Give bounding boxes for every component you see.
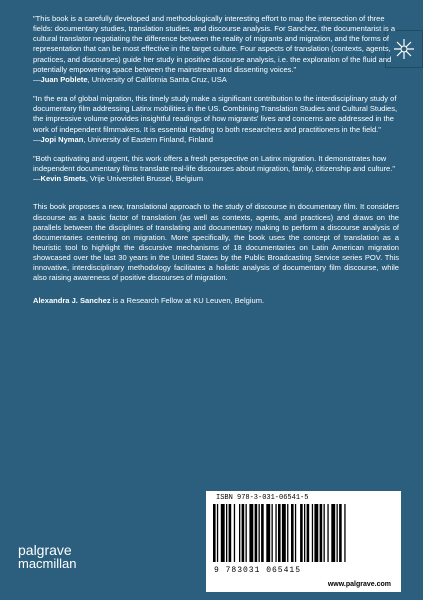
barcode-bar — [282, 504, 286, 562]
barcode-bar — [249, 504, 253, 562]
quote-dash: — — [33, 74, 41, 84]
barcode-bar — [272, 504, 273, 562]
barcode-bar — [312, 504, 313, 562]
quote-author-name: Jopi Nyman — [40, 134, 84, 144]
barcode-bar — [255, 504, 258, 562]
barcode-panel — [206, 491, 401, 592]
barcode-icon — [213, 504, 391, 562]
quote-author-affiliation: , Vrije Universiteit Brussel, Belgium — [85, 174, 204, 184]
publisher-line2: macmillan — [18, 556, 77, 571]
quote-text: "This book is a carefully developed and methodologically interesting effort to map the intersection of three fields: documentary studies, translation studies, and discourse analysis. For Sanchez, the documentarist is a cultural translator negotiating the difference between the reality of migrants and migration, and the forms of representation that can be most effective in the target culture. Four aspects of translation (contexts, agents, practices, and discourses) guide her study in positive discourse analysis, i.e. the exploration of the fluid and potentially empowering space between the mainstream and dissenting voices." — [33, 14, 396, 74]
barcode-bar — [239, 504, 240, 562]
author-bio — [33, 296, 399, 306]
barcode-bar — [266, 504, 270, 562]
barcode-bar — [307, 504, 310, 562]
barcode-bar — [339, 504, 342, 562]
barcode-bar — [259, 504, 260, 562]
barcode-bar — [304, 504, 305, 562]
barcode-bar — [221, 504, 225, 562]
barcode-bar — [261, 504, 264, 562]
quote-author-affiliation: , University of California Santa Cruz, USA — [87, 74, 227, 84]
barcode-bar — [242, 504, 245, 562]
back-cover-text — [33, 14, 399, 306]
barcode-bar — [226, 504, 227, 562]
barcode-bar — [213, 504, 216, 562]
barcode-bar — [275, 504, 276, 562]
endorsement-quote — [33, 94, 399, 145]
barcode-bar — [324, 504, 325, 562]
barcode-digits: 9 783031 065415 — [214, 566, 302, 575]
barcode-bar — [300, 504, 303, 562]
barcode-bar — [278, 504, 281, 562]
barcode-bar — [314, 504, 318, 562]
quote-author-name: Kevin Smets — [40, 174, 86, 184]
quote-author-affiliation: , University of Eastern Finland, Finland — [83, 134, 213, 144]
quote-text: "In the era of global migration, this timely study make a significant contribution to the interdisciplinary study of documentary film addressing Latinx mobilities in the US. Combining Translation Studies and Cultural Studies, the impressive volume provides insightful readings of how migrants' lives and concerns are addressed in the work of independent filmmakers. It is essential reading to both researchers and practitioners in the field." — [33, 94, 398, 134]
quote-author-name: Juan Poblete — [40, 74, 88, 84]
quote-attribution — [33, 174, 399, 184]
isbn-label: ISBN 978-3-031-06541-5 — [216, 494, 309, 502]
endorsement-quote — [33, 154, 399, 184]
quote-dash: — — [33, 134, 41, 144]
barcode-bar — [229, 504, 232, 562]
barcode-bar — [246, 504, 247, 562]
barcode-bar — [327, 504, 328, 562]
publisher-website: www.palgrave.com — [327, 581, 391, 588]
book-description: This book proposes a new, translational approach to the study of discourse in documentary film. It considers discourse as a basic factor of translation (as well as contexts, agents, and practices) and draws on the parallels between the disciplines of translating and documentary making to perform a discourse analysis of documentaries centering on migration. More specifically, the book uses the concept of translation as a heuristic tool to highlight the discursive mechanisms of 18 documentaries on Latin American migration showcased over the last 30 years in the United States by the Public Broadcasting Service series POV. This innovative, interdisciplinary methodology facilitates a holistic analysis of documentary film discourse, while also raising awareness of positive discourses of migration. — [33, 202, 399, 283]
barcode-bar — [287, 504, 288, 562]
author-name: Alexandra J. Sanchez — [33, 295, 111, 305]
barcode-bar — [291, 504, 294, 562]
publisher-line1: palgrave — [18, 542, 72, 558]
barcode-bar — [320, 504, 323, 562]
barcode-bar — [337, 504, 338, 562]
barcode-bar — [331, 504, 335, 562]
barcode-bar — [217, 504, 218, 562]
quote-attribution — [33, 135, 399, 145]
endorsement-quote — [33, 14, 399, 85]
quote-dash: — — [33, 174, 41, 184]
author-bio-text: is a Research Fellow at KU Leuven, Belgium. — [110, 295, 265, 305]
publisher-logo — [18, 544, 77, 570]
barcode-bar — [344, 504, 345, 562]
quote-attribution — [33, 75, 399, 85]
barcode-bar — [295, 504, 296, 562]
barcode-bar — [234, 504, 235, 562]
quote-text: "Both captivating and urgent, this work offers a fresh perspective on Latinx migration. It demonstrates how independent documentary films translate real-life discourses about migration, family, citizenship and culture." — [33, 153, 396, 174]
